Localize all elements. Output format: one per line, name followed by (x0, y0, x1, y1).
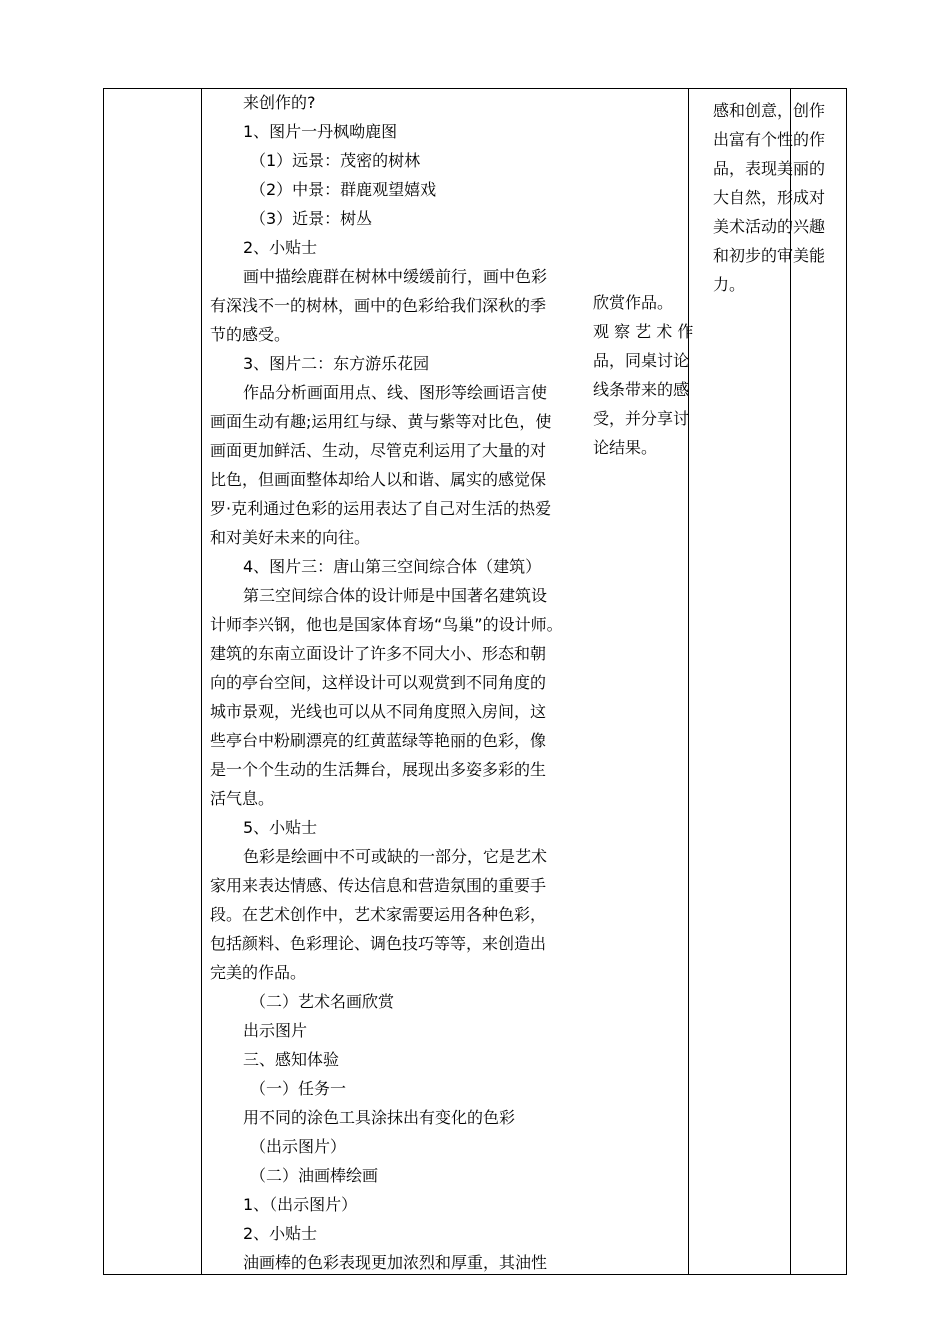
goal-text-line: 感和创意，创作 (713, 101, 826, 120)
goal-text-line: 出富有个性的作 (713, 130, 826, 149)
text-line: 色彩是绘画中不可或缺的一部分，它是艺术 (243, 847, 548, 866)
student-text-line: 论结果。 (593, 438, 658, 457)
text-line: 5、小贴士 (243, 818, 318, 837)
student-text-line: 欣赏作品。 (593, 293, 674, 312)
text-line: （2）中景：群鹿观望嬉戏 (250, 180, 437, 199)
goal-text-line: 和初步的审美能 (713, 246, 826, 265)
text-line: 有深浅不一的树林，画中的色彩给我们深秋的季 (210, 296, 547, 315)
student-text-line: 受，并分享讨 (593, 409, 690, 428)
table-column-1 (104, 89, 202, 1274)
student-activity-text (593, 288, 697, 462)
text-line: 比色，但画面整体却给人以和谐、属实的感觉保 (210, 470, 547, 489)
student-text-line: 观 察 艺 术 作 (593, 322, 694, 341)
text-line: 节的感受。 (210, 325, 291, 344)
text-line: 家用来表达情感、传达信息和营造氛围的重要手 (210, 876, 547, 895)
text-line: 出示图片 (243, 1021, 308, 1040)
text-line: 和对美好未来的向往。 (210, 528, 371, 547)
text-line: 2、小贴士 (243, 1224, 318, 1243)
text-line: 些亭台中粉刷漂亮的红黄蓝绿等艳丽的色彩，像 (210, 731, 547, 750)
text-line: 向的亭台空间，这样设计可以观赏到不同角度的 (210, 673, 547, 692)
text-line: （二）油画棒绘画 (250, 1166, 379, 1185)
text-line: 罗·克利通过色彩的运用表达了自己对生活的热爱 (210, 499, 552, 518)
goal-text-line: 美术活动的兴趣 (713, 217, 826, 236)
text-line: （一）任务一 (250, 1079, 347, 1098)
text-line: 来创作的? (243, 93, 316, 112)
goal-text-line: 品，表现美丽的 (713, 159, 826, 178)
text-line: 4、图片三：唐山第三空间综合体（建筑） (243, 557, 542, 576)
text-line: 计师李兴钢，他也是国家体育场“鸟巢”的设计师。 (210, 615, 563, 634)
text-line: 三、感知体验 (243, 1050, 340, 1069)
teaching-goal-text (713, 96, 843, 299)
teaching-process-text (210, 88, 582, 1277)
text-line: 用不同的涂色工具涂抹出有变化的色彩 (243, 1108, 516, 1127)
text-line: 1、图片一丹枫呦鹿图 (243, 122, 398, 141)
text-line: 1、（出示图片） (243, 1195, 358, 1214)
text-line: 段。在艺术创作中，艺术家需要运用各种色彩， (210, 905, 547, 924)
text-line: 城市景观，光线也可以从不同角度照入房间，这 (210, 702, 547, 721)
text-line: （3）近景：树丛 (250, 209, 373, 228)
text-line: 完美的作品。 (210, 963, 307, 982)
text-line: 是一个个生动的生活舞台，展现出多姿多彩的生 (210, 760, 547, 779)
text-line: 包括颜料、色彩理论、调色技巧等等，来创造出 (210, 934, 547, 953)
text-line: （二）艺术名画欣赏 (250, 992, 395, 1011)
text-line: 画面生动有趣;运用红与绿、黄与紫等对比色，使 (210, 412, 552, 431)
text-line: 活气息。 (210, 789, 275, 808)
student-text-line: 品，同桌讨论 (593, 351, 690, 370)
text-line: 画中描绘鹿群在树林中缓缓前行，画中色彩 (243, 267, 548, 286)
goal-text-line: 大自然，形成对 (713, 188, 826, 207)
goal-text-line: 力。 (713, 275, 746, 294)
student-text-line: 线条带来的感 (593, 380, 690, 399)
text-line: 作品分析画面用点、线、图形等绘画语言使 (243, 383, 548, 402)
text-line: （1）远景：茂密的树林 (250, 151, 421, 170)
text-line: 2、小贴士 (243, 238, 318, 257)
text-line: 油画棒的色彩表现更加浓烈和厚重，其油性 (243, 1253, 548, 1272)
text-line: 3、图片二：东方游乐花园 (243, 354, 430, 373)
text-line: （出示图片） (250, 1137, 347, 1156)
text-line: 建筑的东南立面设计了许多不同大小、形态和朝 (210, 644, 547, 663)
text-line: 画面更加鲜活、生动，尽管克利运用了大量的对 (210, 441, 547, 460)
text-line: 第三空间综合体的设计师是中国著名建筑设 (243, 586, 548, 605)
